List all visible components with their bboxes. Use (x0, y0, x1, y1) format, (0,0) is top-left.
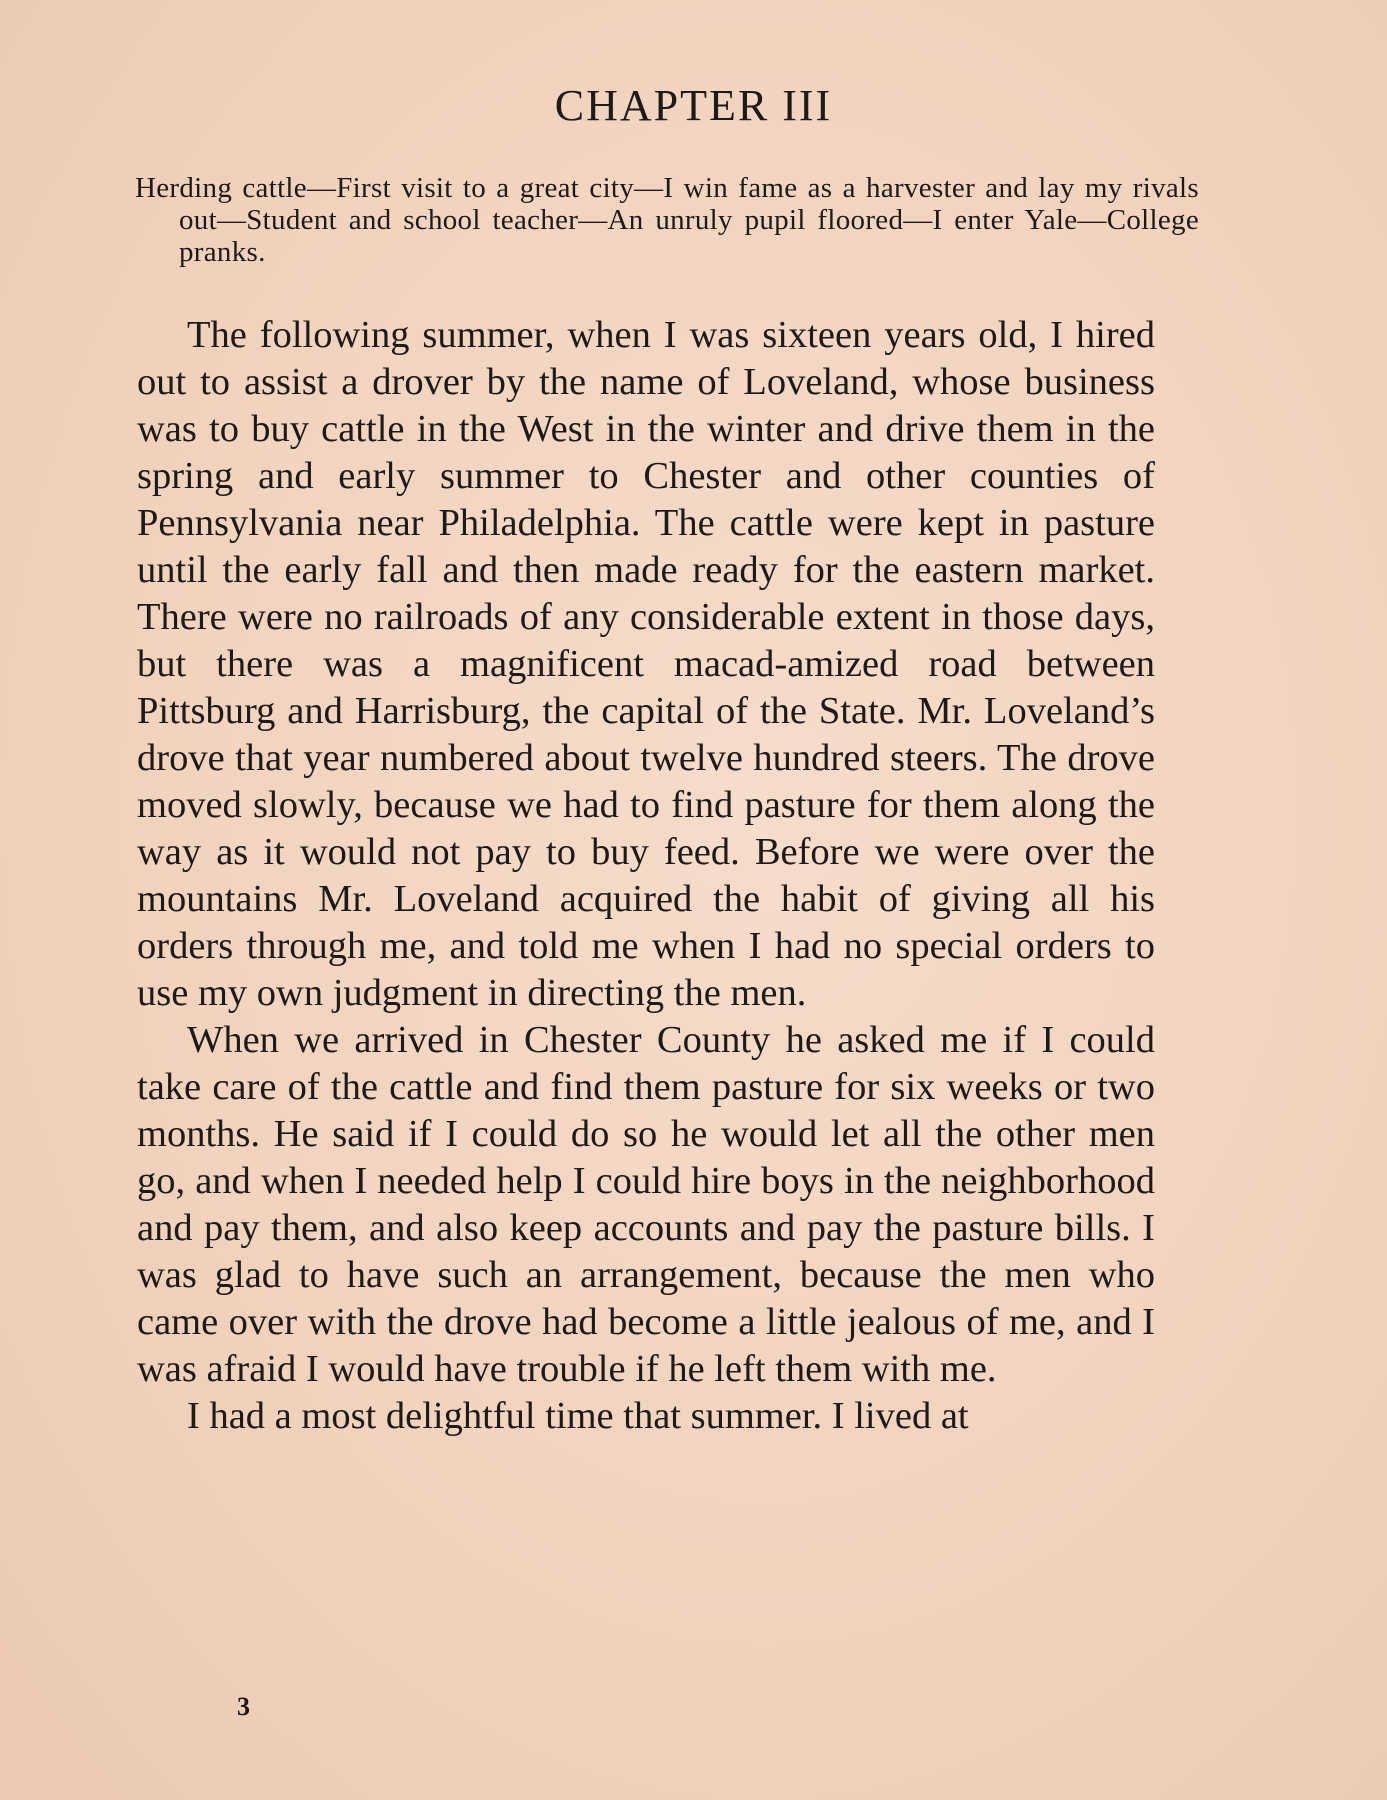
paragraph: The following summer, when I was sixteen years old, I hired out to assist a drover by the name of Loveland, whose business was to buy cattle in the West in the winter and drive them in the spring and early summer to Chester and other counties of Pennsylvania near Philadelphia. The cattle were kept in pasture until the early fall and then made ready for the eastern market. There were no railroads of any considerable extent in those days, but there was a magnificent macad-amized road between Pittsburg and Harrisburg, the capital of the State. Mr. Loveland’s drove that year numbered about twelve hundred steers. The drove moved slowly, because we had to find pasture for them along the way as it would not pay to buy feed. Before we were over the mountains Mr. Loveland acquired the habit of giving all his orders through me, and told me when I had no special orders to use my own judgment in directing the men. (137, 314, 1155, 1014)
chapter-title: CHAPTER III (554, 81, 833, 130)
paragraph: When we arrived in Chester County he asked me if I could take care of the cattle and find them pasture for six weeks or two months. He said if I could do so he would let all the other men go, and when I needed help I could hire boys in the neighborhood and pay them, and also keep accounts and pay the pasture bills. I was glad to have such an arrangement, because the men who came over with the drove had become a little jealous of me, and I was afraid I would have trouble if he left them with me. (137, 1019, 1155, 1390)
paragraph: I had a most delightful time that summer. I lived at (187, 1395, 969, 1437)
chapter-synopsis: Herding cattle—First visit to a great city—I win fame as a harvester and lay my rivals out—Student and school teacher—An unruly pupil floored—I enter Yale—College pranks. (135, 172, 1199, 268)
body-text (137, 312, 1155, 1440)
page-number: 3 (237, 1692, 250, 1721)
